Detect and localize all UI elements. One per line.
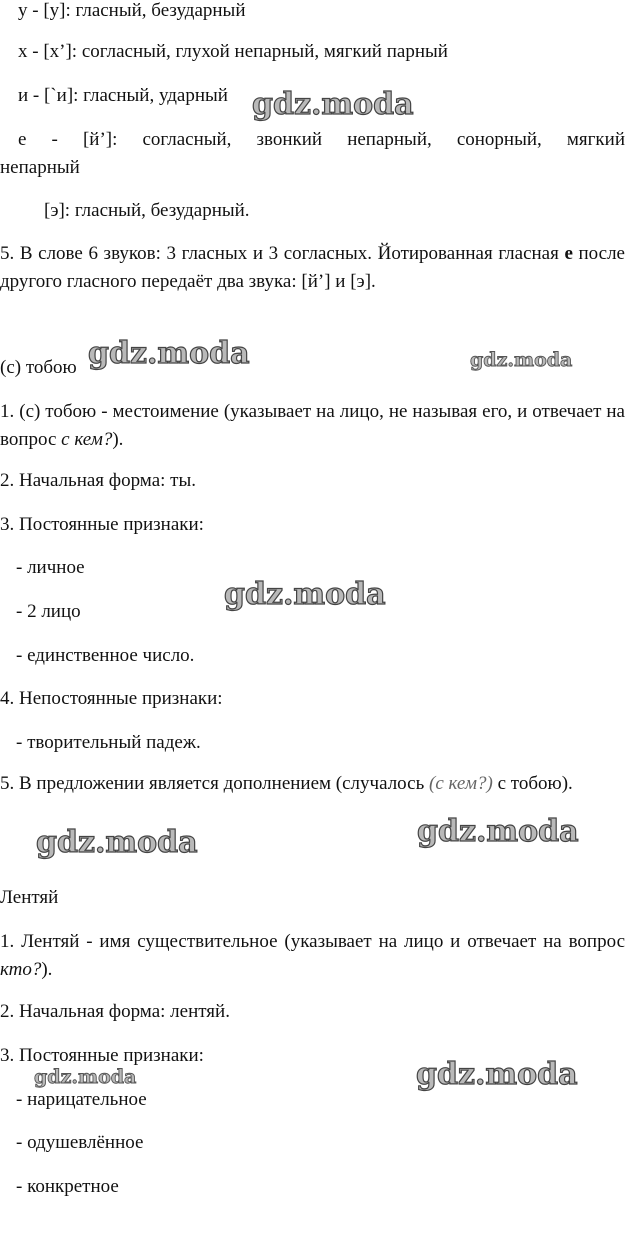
tobou-point-1: 1. (с) тобою - местоимение (указывает на лицо, не называя его, и отвечает на вопрос с кем?).: [0, 401, 625, 450]
tobou-point-4: 4. Непостоянные признаки:: [0, 688, 223, 709]
phonetic-line-u: у - [у]: гласный, безударный: [18, 0, 246, 21]
tobou-feature-1: - личное: [16, 557, 85, 578]
section-heading-lentyai: Лентяй: [0, 887, 59, 908]
tobou-point-3: 3. Постоянные признаки:: [0, 514, 204, 535]
tobou-point-5: 5. В предложении является дополнением (случалось (с кем?) с тобою).: [0, 773, 573, 794]
tobou-feature-4: - творительный падеж.: [16, 732, 201, 753]
tobou-feature-3: - единственное число.: [16, 645, 195, 666]
lentyai-feature-2: - одушевлённое: [16, 1132, 144, 1153]
watermark: gdz.moda: [416, 1057, 578, 1092]
phonetic-line-e: е - [й’]: согласный, звонкий непарный, сонорный, мягкий непарный: [0, 129, 625, 178]
lentyai-point-3: 3. Постоянные признаки:: [0, 1045, 204, 1066]
watermark: gdz.moda: [34, 1066, 137, 1088]
watermark: gdz.moda: [252, 87, 414, 122]
phonetic-line-e2: [э]: гласный, безударный.: [44, 200, 250, 221]
section-heading-tobou: (с) тобою: [0, 357, 77, 378]
watermark: gdz.moda: [224, 577, 386, 612]
tobou-point-2: 2. Начальная форма: ты.: [0, 470, 196, 491]
phonetic-line-i: и - [`и]: гласный, ударный: [18, 85, 228, 106]
phonetic-line-kh: х - [х’]: согласный, глухой непарный, мягкий парный: [18, 41, 448, 62]
watermark: gdz.moda: [470, 349, 573, 371]
lentyai-point-2: 2. Начальная форма: лентяй.: [0, 1001, 230, 1022]
lentyai-point-1: 1. Лентяй - имя существительное (указывает на лицо и отвечает на вопрос кто?).: [0, 931, 625, 980]
watermark: gdz.moda: [417, 814, 579, 849]
watermark: gdz.moda: [88, 336, 250, 371]
sound-count-paragraph: 5. В слове 6 звуков: 3 гласных и 3 согласных. Йотированная гласная е после другого гласного передаёт два звука: [й’] и [э].: [0, 243, 625, 292]
lentyai-feature-3: - конкретное: [16, 1176, 119, 1197]
watermark: gdz.moda: [36, 825, 198, 860]
iotated-vowel: е: [564, 243, 573, 264]
lentyai-feature-1: - нарицательное: [16, 1089, 147, 1110]
tobou-feature-2: - 2 лицо: [16, 601, 81, 622]
